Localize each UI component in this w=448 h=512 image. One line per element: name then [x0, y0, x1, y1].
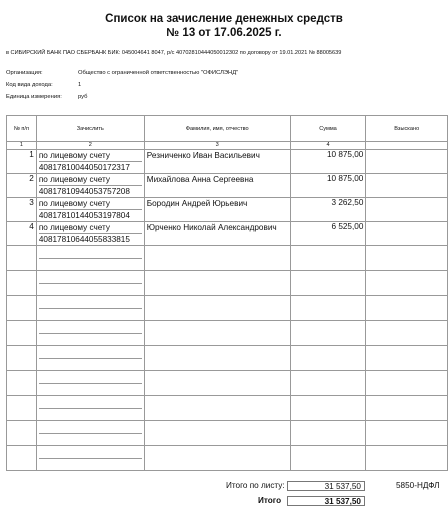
withheld-cell	[366, 321, 448, 346]
unit-value: руб	[78, 94, 88, 100]
amount	[290, 321, 366, 346]
withheld-cell	[366, 198, 448, 222]
credit-method	[39, 346, 142, 359]
withheld-cell	[366, 421, 448, 446]
credit-method	[39, 396, 142, 409]
row-number	[7, 346, 37, 371]
credit-cell	[36, 371, 144, 396]
row-number: 2	[7, 174, 37, 198]
withheld-cell	[366, 346, 448, 371]
credit-method	[39, 271, 142, 284]
header-credit: Зачислить	[36, 116, 144, 142]
credit-cell	[36, 222, 144, 246]
credit-method: по лицевому счету	[39, 174, 142, 186]
credit-cell	[36, 346, 144, 371]
table-row	[7, 321, 448, 346]
amount: 10 875,00	[290, 150, 366, 174]
organization-value: Общество с ограниченной ответственностью "ОФИСЛЭНД"	[78, 70, 239, 76]
credit-cell	[36, 174, 144, 198]
income-code-label: Код вида дохода:	[6, 82, 53, 88]
credit-method: по лицевому счету	[39, 222, 142, 234]
amount	[290, 396, 366, 421]
bank-details: в СИБИРСКИЙ БАНК ПАО СБЕРБАНК БИК: 045004641 8047, р/с 40702810444050012302 по договору от 19.01.2021 № 88005639	[6, 50, 342, 56]
withheld-cell	[366, 246, 448, 271]
amount: 6 525,00	[290, 222, 366, 246]
column-number: 4	[290, 142, 366, 150]
row-number	[7, 296, 37, 321]
payment-table	[6, 115, 448, 471]
row-number	[7, 371, 37, 396]
row-number	[7, 321, 37, 346]
account-number: 40817810644055833815	[38, 235, 130, 244]
withheld-cell	[366, 396, 448, 421]
account-number: 40817810944053757208	[38, 187, 130, 196]
withheld-cell	[366, 271, 448, 296]
account-number: 40817810144053197804	[38, 211, 130, 220]
amount	[290, 371, 366, 396]
credit-method	[39, 296, 142, 309]
table-row	[7, 198, 448, 222]
column-number: 3	[144, 142, 290, 150]
credit-cell	[36, 271, 144, 296]
table-row	[7, 371, 448, 396]
document-number-date: № 13 от 17.06.2025 г.	[166, 27, 282, 39]
withheld-cell	[366, 222, 448, 246]
table-row	[7, 174, 448, 198]
row-number	[7, 271, 37, 296]
credit-cell	[36, 150, 144, 174]
income-code-value: 1	[78, 82, 82, 88]
unit-label: Единица измерения:	[6, 94, 62, 100]
credit-cell	[36, 246, 144, 271]
amount	[290, 346, 366, 371]
full-name	[144, 296, 290, 321]
table-row	[7, 346, 448, 371]
grand-total-label: Итого	[258, 496, 282, 505]
account-number: 40817810044050172317	[38, 163, 130, 172]
column-number	[366, 142, 448, 150]
full-name	[144, 346, 290, 371]
amount: 10 875,00	[290, 174, 366, 198]
page-total-value: 31 537,50	[287, 481, 365, 491]
table-header-row	[7, 116, 448, 142]
credit-cell	[36, 321, 144, 346]
header-full-name: Фамилия, имя, отчество	[144, 116, 290, 142]
credit-method	[39, 321, 142, 334]
full-name: Бородин Андрей Юрьевич	[144, 198, 290, 222]
amount	[290, 421, 366, 446]
amount	[290, 296, 366, 321]
document-title: Список на зачисление денежных средств	[105, 13, 343, 25]
row-number: 4	[7, 222, 37, 246]
amount	[290, 446, 366, 471]
full-name: Юрченко Николай Александрович	[144, 222, 290, 246]
table-row	[7, 150, 448, 174]
table-row	[7, 222, 448, 246]
credit-cell	[36, 296, 144, 321]
credit-method	[39, 421, 142, 434]
table-row	[7, 246, 448, 271]
full-name	[144, 446, 290, 471]
amount	[290, 246, 366, 271]
withheld-cell	[366, 371, 448, 396]
header-amount: Сумма	[290, 116, 366, 142]
credit-method: по лицевому счету	[39, 198, 142, 210]
row-number	[7, 446, 37, 471]
withheld-cell	[366, 150, 448, 174]
full-name	[144, 421, 290, 446]
full-name: Михайлова Анна Сергеевна	[144, 174, 290, 198]
credit-method	[39, 446, 142, 459]
row-number	[7, 246, 37, 271]
amount: 3 262,50	[290, 198, 366, 222]
withheld-cell	[366, 296, 448, 321]
full-name	[144, 321, 290, 346]
table-row	[7, 396, 448, 421]
amount	[290, 271, 366, 296]
table-row	[7, 296, 448, 321]
header-withheld: Взыскано	[366, 116, 448, 142]
row-number: 3	[7, 198, 37, 222]
withheld-total: 5850-НДФЛ	[396, 481, 440, 490]
table-row	[7, 421, 448, 446]
credit-method: по лицевому счету	[39, 150, 142, 162]
full-name	[144, 246, 290, 271]
full-name	[144, 371, 290, 396]
column-number: 1	[7, 142, 37, 150]
organization-label: Организация:	[6, 70, 43, 76]
full-name: Резниченко Иван Васильевич	[144, 150, 290, 174]
table-row	[7, 446, 448, 471]
credit-cell	[36, 396, 144, 421]
credit-method	[39, 246, 142, 259]
credit-method	[39, 371, 142, 384]
row-number: 1	[7, 150, 37, 174]
row-number	[7, 421, 37, 446]
header-number: № п/п	[7, 116, 37, 142]
credit-cell	[36, 198, 144, 222]
withheld-cell	[366, 446, 448, 471]
table-row	[7, 271, 448, 296]
full-name	[144, 271, 290, 296]
column-number: 2	[36, 142, 144, 150]
credit-cell	[36, 421, 144, 446]
full-name	[144, 396, 290, 421]
page-total-label: Итого по листу:	[226, 481, 285, 490]
credit-cell	[36, 446, 144, 471]
row-number	[7, 396, 37, 421]
grand-total-value: 31 537,50	[287, 496, 365, 506]
column-number-row	[7, 142, 448, 150]
withheld-cell	[366, 174, 448, 198]
